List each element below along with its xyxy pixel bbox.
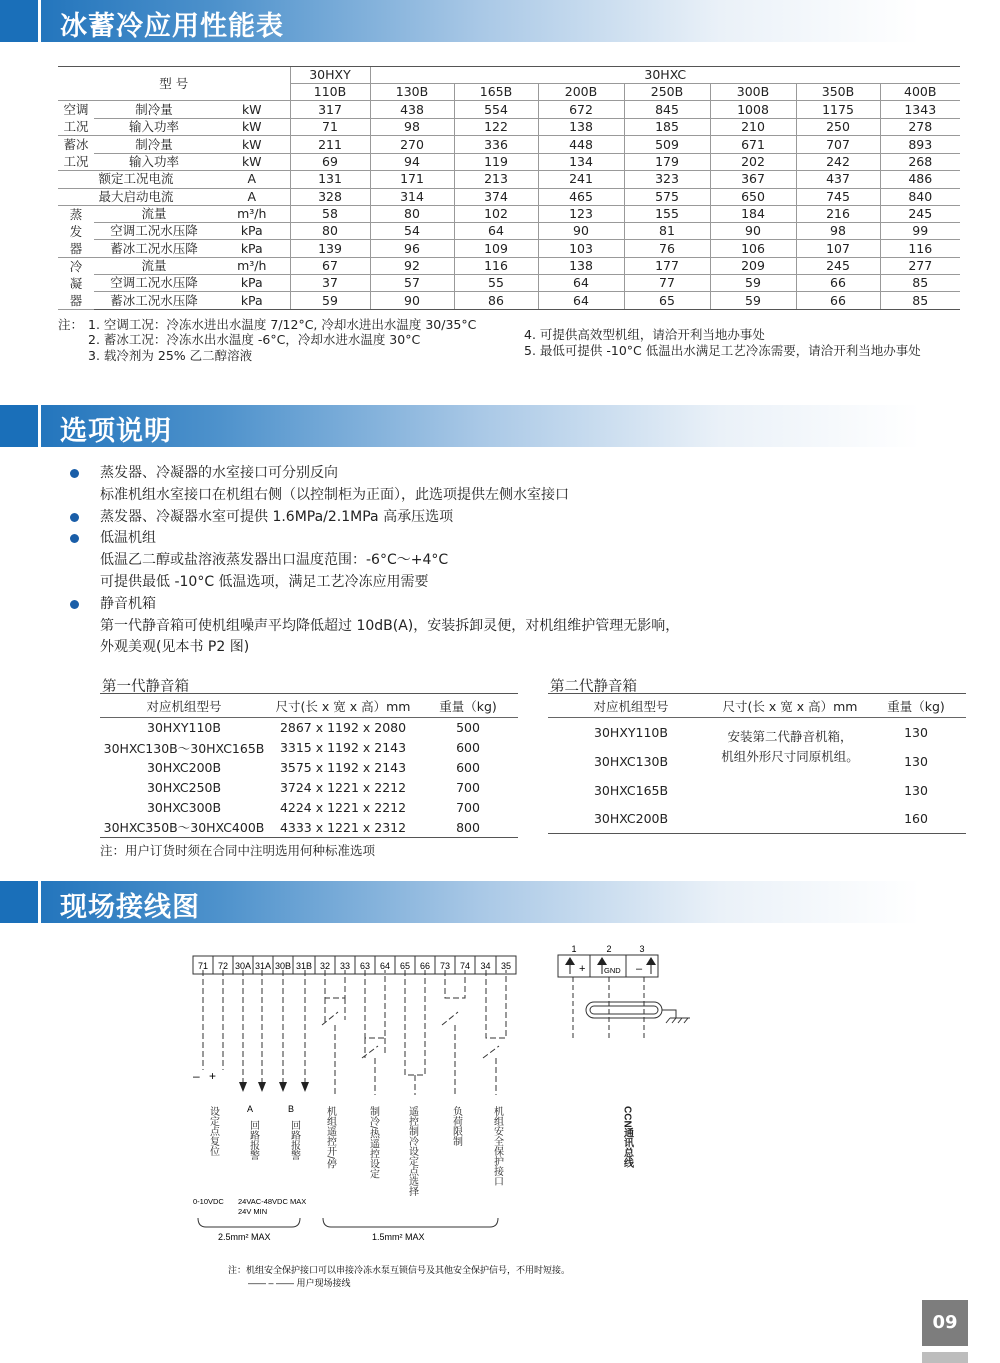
bullet-subtext: 可提供最低 -10°C 低温选项，满足工艺冷冻应用需要 bbox=[100, 573, 429, 590]
terminal-label: 31B bbox=[295, 961, 313, 971]
bullet-item: 蒸发器、冷凝器水室可提供 1.6MPa/2.1MPa 高承压选项 bbox=[70, 507, 679, 529]
value-cell: 67 bbox=[290, 257, 370, 274]
value-cell: 465 bbox=[538, 188, 624, 205]
group-label-line: 工况 bbox=[63, 119, 89, 135]
label-alarm-a: 回路报警 bbox=[247, 1120, 259, 1160]
row-unit: kPa bbox=[214, 275, 290, 292]
value-cell: 86 bbox=[454, 292, 538, 309]
row-unit: kW bbox=[214, 118, 290, 136]
page-number-underline bbox=[922, 1352, 968, 1363]
value-cell: 76 bbox=[624, 240, 710, 257]
box1-size: 4333 x 1221 x 2312 bbox=[268, 818, 418, 838]
value-cell: 1175 bbox=[796, 101, 880, 119]
section-title: 现场接线图 bbox=[60, 892, 200, 923]
value-cell: 77 bbox=[624, 275, 710, 292]
value-cell: 317 bbox=[290, 101, 370, 119]
wiring-minus: – bbox=[193, 1069, 200, 1083]
box1-table bbox=[100, 693, 518, 838]
ccn-terminal-label: 1 bbox=[571, 944, 577, 954]
row-label: 最大启动电流 bbox=[58, 188, 214, 205]
box2-header-weight: 重量（kg) bbox=[866, 694, 966, 718]
bullet-item: 静音机箱 bbox=[70, 594, 679, 616]
value-cell: 448 bbox=[538, 136, 624, 154]
bullet-subtext: 标准机组水室接口在机组右侧（以控制柜为正面），此选项提供左侧水室接口 bbox=[100, 486, 569, 503]
box1-weight: 700 bbox=[456, 800, 480, 815]
label-ccn: CCN通讯总线 bbox=[621, 1106, 633, 1168]
value-cell: 138 bbox=[538, 257, 624, 274]
group-label bbox=[58, 257, 94, 309]
row-unit: kPa bbox=[214, 223, 290, 240]
value-cell: 96 bbox=[370, 240, 454, 257]
box1-header-weight: 重量（kg) bbox=[418, 694, 518, 718]
model-header: 型 号 bbox=[58, 67, 290, 101]
terminal-label: 72 bbox=[217, 961, 229, 971]
value-cell: 328 bbox=[290, 188, 370, 205]
terminal-label: 66 bbox=[419, 961, 431, 971]
terminal-label: 33 bbox=[339, 961, 351, 971]
value-cell: 1343 bbox=[880, 101, 960, 119]
field-wiring bbox=[203, 970, 506, 1095]
terminal-label: 65 bbox=[399, 961, 411, 971]
group-label-char: 凝 bbox=[69, 275, 83, 291]
terminal-label: 30B bbox=[274, 961, 292, 971]
row-label: 空调工况水压降 bbox=[94, 223, 214, 240]
value-cell: 845 bbox=[624, 101, 710, 119]
value-cell: 116 bbox=[880, 240, 960, 257]
box2-desc-line: 安装第二代静音机箱， bbox=[727, 728, 853, 744]
spec-24vac: 24VAC-48VDC MAX bbox=[238, 1197, 307, 1206]
value-cell: 245 bbox=[880, 205, 960, 222]
value-cell: 241 bbox=[538, 171, 624, 188]
wire-size-a: 2.5mm² MAX bbox=[218, 1232, 271, 1242]
value-cell: 59 bbox=[710, 275, 796, 292]
value-cell: 99 bbox=[880, 223, 960, 240]
group-label-line: 工况 bbox=[63, 154, 89, 170]
value-cell: 90 bbox=[370, 292, 454, 309]
value-cell: 66 bbox=[796, 275, 880, 292]
terminal-label: 31A bbox=[254, 961, 272, 971]
value-cell: 109 bbox=[454, 240, 538, 257]
value-cell: 85 bbox=[880, 292, 960, 309]
series-30hxy: 30HXY bbox=[290, 67, 370, 84]
row-unit: kW bbox=[214, 136, 290, 154]
ccn-plus: + bbox=[579, 963, 586, 975]
value-cell: 277 bbox=[880, 257, 960, 274]
section-divider bbox=[38, 881, 41, 923]
value-cell: 58 bbox=[290, 205, 370, 222]
value-cell: 102 bbox=[454, 205, 538, 222]
section-divider bbox=[38, 0, 41, 42]
row-unit: kPa bbox=[214, 240, 290, 257]
section-tab bbox=[0, 0, 38, 42]
box1-size: 2867 x 1192 x 2080 bbox=[279, 720, 407, 736]
bullet-item: 低温机组 bbox=[70, 528, 679, 550]
spec-24vmin: 24V MIN bbox=[238, 1207, 268, 1216]
label-safety: 机组安全保护接口 bbox=[491, 1106, 503, 1186]
row-unit: kW bbox=[214, 101, 290, 119]
perf-note-2: 2. 蓄冰工况：冷冻水出水温度 -6°C，冷却水进水温度 30°C bbox=[88, 332, 421, 347]
ccn-gnd: GND bbox=[604, 966, 621, 975]
box1-model: 30HXC130B～30HXC165B bbox=[103, 740, 265, 756]
bullet-subtext: 第一代静音箱可使机组噪声平均降低超过 10dB(A)，安装拆卸灵便，对机组维护管理无影响， bbox=[100, 617, 680, 634]
value-cell: 216 bbox=[796, 205, 880, 222]
box1-weight: 600 bbox=[456, 740, 480, 755]
value-cell: 367 bbox=[710, 171, 796, 188]
value-cell: 57 bbox=[370, 275, 454, 292]
box2-weight: 130 bbox=[904, 753, 928, 769]
section-tab bbox=[0, 881, 38, 923]
group-label bbox=[58, 101, 94, 136]
alarm-b-letter: B bbox=[287, 1104, 295, 1114]
value-cell: 94 bbox=[370, 153, 454, 171]
value-cell: 98 bbox=[796, 223, 880, 240]
section-title: 冰蓄冷应用性能表 bbox=[60, 11, 284, 42]
box1-header-model: 对应机组型号 bbox=[100, 694, 268, 718]
value-cell: 707 bbox=[796, 136, 880, 154]
group-label-char: 器 bbox=[69, 292, 83, 308]
wiring-note-1: 注：机组安全保护接口可以串接冷冻水泵互锁信号及其他安全保护信号，不用时短接。 bbox=[228, 1265, 571, 1275]
row-label: 蓄冰工况水压降 bbox=[94, 292, 214, 309]
row-label: 制冷量 bbox=[94, 101, 214, 119]
value-cell: 107 bbox=[796, 240, 880, 257]
performance-table bbox=[58, 66, 960, 310]
value-cell: 64 bbox=[538, 275, 624, 292]
terminal-label: 71 bbox=[197, 961, 209, 971]
box1-model: 30HXC250B bbox=[146, 780, 222, 795]
value-cell: 671 bbox=[710, 136, 796, 154]
perf-note-3: 3. 载冷剂为 25% 乙二醇溶液 bbox=[88, 348, 253, 363]
value-cell: 131 bbox=[290, 171, 370, 188]
label-load: 负荷限制 bbox=[450, 1106, 462, 1146]
spec-0-10vdc: 0-10VDC bbox=[193, 1197, 224, 1206]
label-setpoint: 遥控制冷设定点选择 bbox=[406, 1106, 418, 1196]
model-cell: 300B bbox=[710, 84, 796, 101]
terminal-label: 34 bbox=[480, 961, 491, 971]
group-label-char: 冷 bbox=[69, 258, 83, 274]
value-cell: 250 bbox=[796, 118, 880, 136]
value-cell: 65 bbox=[624, 292, 710, 309]
page-number: 09 bbox=[922, 1300, 968, 1346]
perf-note-prefix: 注： bbox=[58, 317, 84, 332]
model-cell: 400B bbox=[880, 84, 960, 101]
group-label bbox=[58, 205, 94, 257]
box1-model: 30HXC200B bbox=[146, 760, 222, 775]
value-cell: 123 bbox=[538, 205, 624, 222]
group-label-char: 发 bbox=[69, 223, 83, 239]
row-unit: A bbox=[214, 188, 290, 205]
box1-title: 第一代静音箱 bbox=[102, 679, 189, 695]
row-unit: m³/h bbox=[214, 205, 290, 222]
value-cell: 92 bbox=[370, 257, 454, 274]
box1-size: 3575 x 1192 x 2143 bbox=[279, 760, 407, 775]
perf-note-1: 1. 空调工况：冷冻水进出水温度 7/12°C, 冷却水进出水温度 30/35°C bbox=[88, 317, 477, 332]
value-cell: 64 bbox=[454, 223, 538, 240]
label-heat-cool: 制冷/热遥控设定 bbox=[367, 1106, 379, 1179]
value-cell: 122 bbox=[454, 118, 538, 136]
value-cell: 90 bbox=[710, 223, 796, 240]
value-cell: 106 bbox=[710, 240, 796, 257]
label-reset: 设定点复位 bbox=[207, 1106, 219, 1156]
options-list bbox=[70, 463, 679, 659]
terminal-label: 30A bbox=[234, 961, 252, 971]
value-cell: 69 bbox=[290, 153, 370, 171]
terminal-label: 35 bbox=[500, 961, 512, 971]
wiring-labels bbox=[208, 1105, 634, 1196]
value-cell: 213 bbox=[454, 171, 538, 188]
value-cell: 210 bbox=[710, 118, 796, 136]
box2-desc-line: 机组外形尺寸同原机组。 bbox=[721, 748, 859, 764]
row-unit: kW bbox=[214, 153, 290, 171]
row-unit: kPa bbox=[214, 292, 290, 309]
value-cell: 103 bbox=[538, 240, 624, 257]
terminal-label: 64 bbox=[379, 961, 391, 971]
value-cell: 81 bbox=[624, 223, 710, 240]
value-cell: 177 bbox=[624, 257, 710, 274]
value-cell: 138 bbox=[538, 118, 624, 136]
value-cell: 211 bbox=[290, 136, 370, 154]
value-cell: 437 bbox=[796, 171, 880, 188]
box1-weight: 800 bbox=[418, 818, 518, 838]
row-unit: m³/h bbox=[214, 257, 290, 274]
ccn-terminal-label: 2 bbox=[606, 944, 612, 954]
value-cell: 71 bbox=[290, 118, 370, 136]
model-cell: 165B bbox=[454, 84, 538, 101]
value-cell: 745 bbox=[796, 188, 880, 205]
bullet-subtext: 低温乙二醇或盐溶液蒸发器出口温度范围：-6°C～+4°C bbox=[100, 552, 449, 569]
value-cell: 202 bbox=[710, 153, 796, 171]
value-cell: 119 bbox=[454, 153, 538, 171]
wire-size-b: 1.5mm² MAX bbox=[372, 1232, 425, 1242]
value-cell: 80 bbox=[370, 205, 454, 222]
box1-model: 30HXY110B bbox=[147, 720, 221, 736]
value-cell: 268 bbox=[880, 153, 960, 171]
value-cell: 509 bbox=[624, 136, 710, 154]
box2-desc bbox=[714, 718, 866, 776]
value-cell: 116 bbox=[454, 257, 538, 274]
row-label: 输入功率 bbox=[94, 118, 214, 136]
value-cell: 134 bbox=[538, 153, 624, 171]
alarm-a-letter: A bbox=[246, 1104, 254, 1114]
value-cell: 54 bbox=[370, 223, 454, 240]
value-cell: 323 bbox=[624, 171, 710, 188]
box2-table bbox=[548, 693, 966, 834]
box1-model: 30HXC300B bbox=[146, 800, 222, 815]
value-cell: 209 bbox=[710, 257, 796, 274]
model-cell: 110B bbox=[290, 84, 370, 101]
value-cell: 242 bbox=[796, 153, 880, 171]
box2-weight: 160 bbox=[866, 805, 966, 834]
box2-model: 30HXC130B bbox=[593, 753, 669, 769]
row-label: 流量 bbox=[94, 205, 214, 222]
row-label: 流量 bbox=[94, 257, 214, 274]
wiring-diagram bbox=[0, 930, 1000, 1290]
value-cell: 85 bbox=[880, 275, 960, 292]
value-cell: 185 bbox=[624, 118, 710, 136]
row-label: 制冷量 bbox=[94, 136, 214, 154]
ccn-block bbox=[558, 944, 690, 1040]
section-bar-options bbox=[0, 405, 1000, 447]
model-cell: 200B bbox=[538, 84, 624, 101]
box1-weight: 700 bbox=[456, 780, 480, 795]
model-cell: 130B bbox=[370, 84, 454, 101]
section-bar-wiring bbox=[0, 881, 1000, 923]
value-cell: 245 bbox=[796, 257, 880, 274]
value-cell: 37 bbox=[290, 275, 370, 292]
label-alarm-b: 回路报警 bbox=[288, 1120, 300, 1160]
series-30hxc: 30HXC bbox=[370, 67, 960, 84]
value-cell: 66 bbox=[796, 292, 880, 309]
wiring-note-2: —— – —— 用户现场接线 bbox=[248, 1278, 351, 1288]
group-label bbox=[58, 136, 94, 171]
perf-note-4: 4. 可提供高效型机组，请洽开利当地办事处 bbox=[524, 327, 765, 342]
value-cell: 59 bbox=[290, 292, 370, 309]
box1-note: 注：用户订货时须在合同中注明选用何种标准选项 bbox=[100, 843, 376, 858]
value-cell: 155 bbox=[624, 205, 710, 222]
value-cell: 575 bbox=[624, 188, 710, 205]
value-cell: 179 bbox=[624, 153, 710, 171]
value-cell: 840 bbox=[880, 188, 960, 205]
box2-model: 30HXC165B bbox=[593, 782, 669, 798]
box1-header-size: 尺寸(长 x 宽 x 高）mm bbox=[268, 694, 418, 718]
row-label: 额定工况电流 bbox=[58, 171, 214, 188]
wiring-plus: + bbox=[209, 1069, 217, 1083]
terminal-label: 73 bbox=[439, 961, 451, 971]
terminal-label: 32 bbox=[319, 961, 331, 971]
value-cell: 184 bbox=[710, 205, 796, 222]
value-cell: 278 bbox=[880, 118, 960, 136]
group-label-line: 空调 bbox=[63, 102, 89, 118]
box1-weight: 600 bbox=[456, 760, 480, 775]
box1-weight: 500 bbox=[456, 720, 480, 736]
box1-model: 30HXC350B～30HXC400B bbox=[100, 818, 268, 838]
box2-model: 30HXC200B bbox=[548, 805, 714, 834]
box1-size: 3315 x 1192 x 2143 bbox=[279, 740, 407, 755]
bullet-item: 蒸发器、冷凝器的水室接口可分别反向 bbox=[70, 463, 679, 485]
box2-title: 第二代静音箱 bbox=[550, 679, 637, 695]
model-cell: 250B bbox=[624, 84, 710, 101]
perf-note-5: 5. 最低可提供 -10°C 低温出水满足工艺冷冻需要，请洽开利当地办事处 bbox=[524, 343, 921, 358]
row-label: 输入功率 bbox=[94, 153, 214, 171]
group-label-char: 器 bbox=[69, 240, 83, 256]
arrow-heads bbox=[239, 1082, 309, 1092]
box1-size: 3724 x 1221 x 2212 bbox=[279, 780, 407, 795]
terminal-strip bbox=[193, 956, 516, 974]
value-cell: 438 bbox=[370, 101, 454, 119]
terminal-label: 74 bbox=[459, 961, 471, 971]
value-cell: 80 bbox=[290, 223, 370, 240]
value-cell: 650 bbox=[710, 188, 796, 205]
value-cell: 554 bbox=[454, 101, 538, 119]
box2-header-size: 尺寸(长 x 宽 x 高）mm bbox=[714, 694, 866, 718]
label-remote: 机组遥控开/停 bbox=[324, 1106, 336, 1169]
ccn-minus: – bbox=[636, 963, 643, 975]
group-label-char: 蒸 bbox=[69, 206, 83, 222]
value-cell: 139 bbox=[290, 240, 370, 257]
section-title: 选项说明 bbox=[60, 416, 172, 447]
value-cell: 336 bbox=[454, 136, 538, 154]
bullet-subtext: 外观美观(见本书 P2 图) bbox=[100, 639, 250, 656]
value-cell: 64 bbox=[538, 292, 624, 309]
box2-weight: 130 bbox=[904, 782, 928, 798]
group-label-line: 蓄冰 bbox=[63, 137, 89, 153]
box1-size: 4224 x 1221 x 2212 bbox=[279, 800, 407, 815]
box2-model: 30HXY110B bbox=[594, 724, 668, 740]
section-divider bbox=[38, 405, 41, 447]
section-bar-performance bbox=[0, 0, 1000, 42]
value-cell: 486 bbox=[880, 171, 960, 188]
value-cell: 314 bbox=[370, 188, 454, 205]
value-cell: 90 bbox=[538, 223, 624, 240]
value-cell: 59 bbox=[710, 292, 796, 309]
value-cell: 893 bbox=[880, 136, 960, 154]
value-cell: 171 bbox=[370, 171, 454, 188]
row-unit: A bbox=[214, 171, 290, 188]
value-cell: 55 bbox=[454, 275, 538, 292]
box2-weight: 130 bbox=[904, 724, 928, 740]
value-cell: 270 bbox=[370, 136, 454, 154]
ccn-terminal-label: 3 bbox=[639, 944, 645, 954]
box2-header-model: 对应机组型号 bbox=[548, 694, 714, 718]
value-cell: 672 bbox=[538, 101, 624, 119]
model-cell: 350B bbox=[796, 84, 880, 101]
terminal-label: 63 bbox=[359, 961, 371, 971]
value-cell: 374 bbox=[454, 188, 538, 205]
value-cell: 98 bbox=[370, 118, 454, 136]
row-label: 空调工况水压降 bbox=[94, 275, 214, 292]
row-label: 蓄冰工况水压降 bbox=[94, 240, 214, 257]
section-tab bbox=[0, 405, 38, 447]
value-cell: 1008 bbox=[710, 101, 796, 119]
